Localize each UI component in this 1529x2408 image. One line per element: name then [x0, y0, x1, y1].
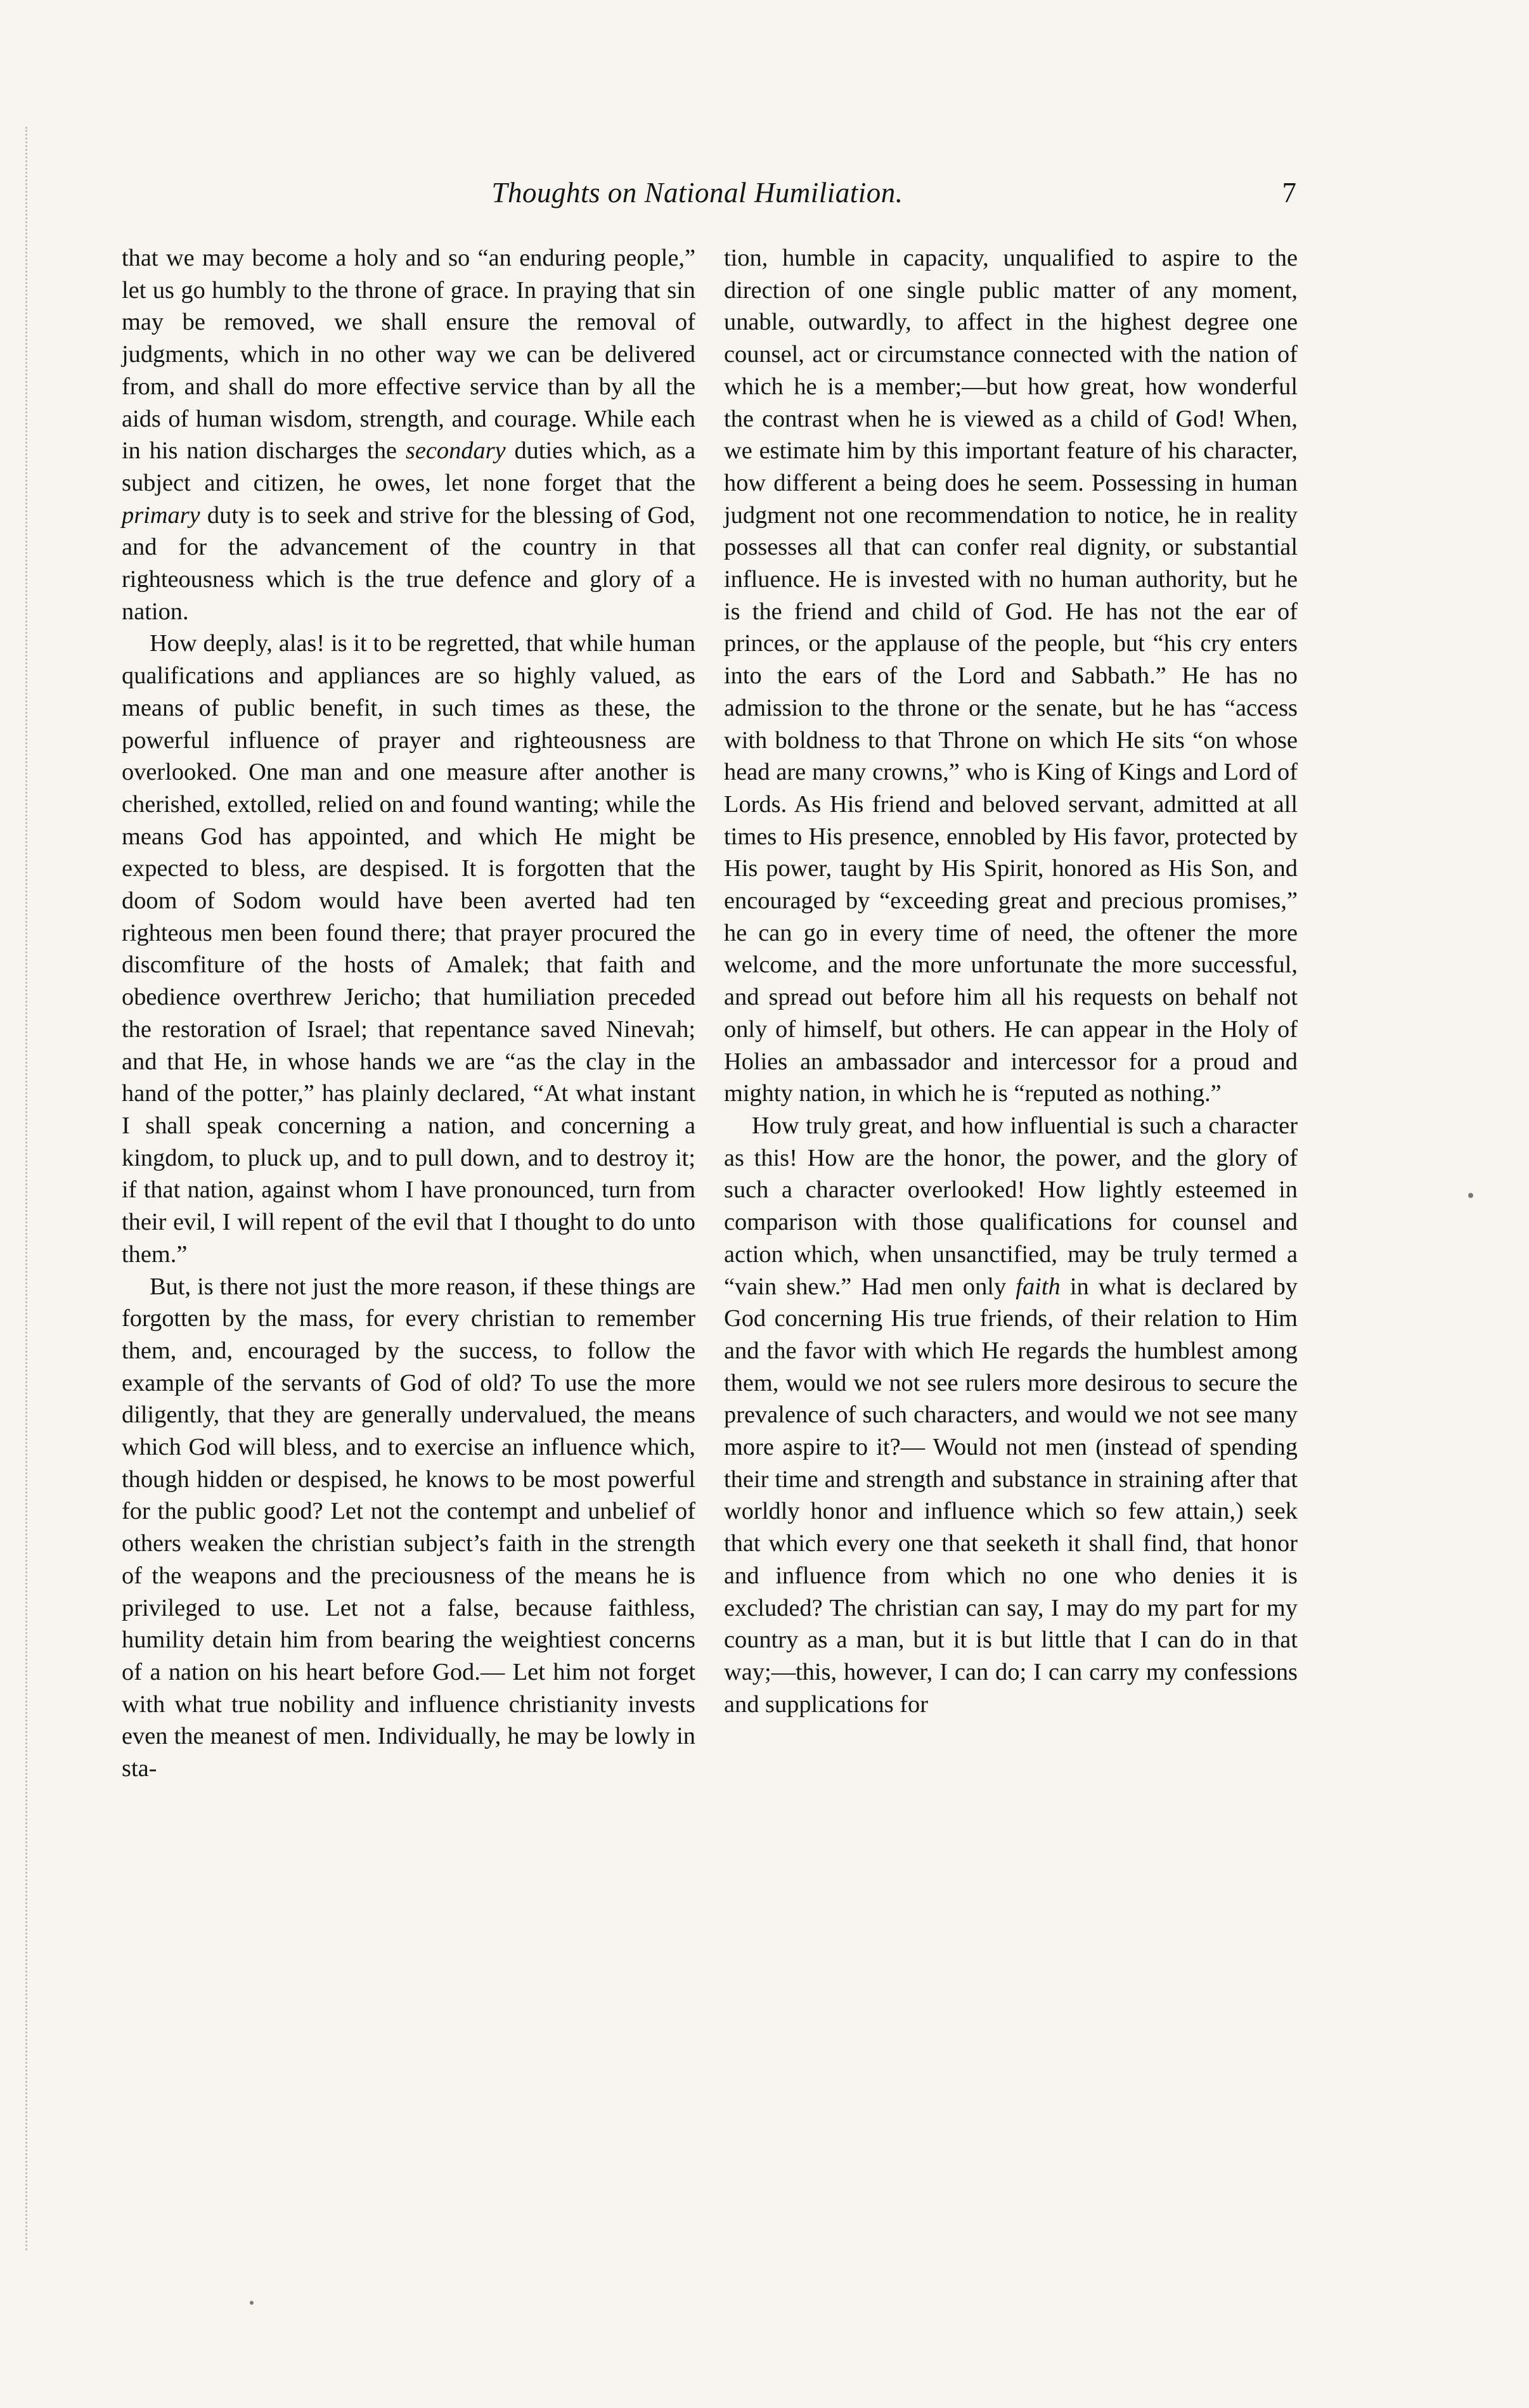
paragraph: But, is there not just the more reason, if these things are forgotten by the mass, for every christian to remember them, and, encouraged by the success, to follow the example of the servants of God of old? To use the more diligently, that they are generally undervalued, the means which God will bless, and to exercise an influence which, though hidden or despised, he knows to be most powerful for the public good? Let not the contempt and unbelief of others weaken the christian subject’s faith in the strength of the weapons and the preciousness of the means he is privileged to use. Let not a false, because faithless, humility detain him from bearing the weightiest concerns of a nation on his heart before God.— Let him not forget with what true nobility and influence christianity invests even the meanest of men. Individually, he may be lowly in sta- [122, 1273, 695, 1782]
paragraph: tion, humble in capacity, unqualified to aspire to the direction of one single public matter of any moment, unable, outwardly, to affect in the highest degree one counsel, act or circumstance connected with the nation of which he is a member;—but how great, how wonderful the contrast when he is viewed as a child of God! When, we estimate him by this important feature of his character, how different a being does he seem. Possessing in human judgment not one recommendation to notice, he in reality possesses all that can confer real dignity, or substantial influence. He is invested with no human authority, but he is the friend and child of God. He has not the ear of princes, or the applause of the people, but “his cry enters into the ears of the Lord and Sabbath.” He has no admission to the throne or the senate, but he has “access with boldness to that Throne on which He sits “on whose head are many crowns,” who is King of Kings and Lord of Lords. As His friend and beloved servant, admitted at all times to His presence, ennobled by His favor, protected by His power, taught by His Spirit, honored as His Son, and encouraged by “exceeding great and precious promises,” he can go in every time of need, the oftener the more welcome, and the more unfortunate the more successful, and spread out before him all his requests on behalf not only of himself, but others. He can appear in the Holy of Holies an ambassador and intercessor for a proud and mighty nation, in which he is “reputed as nothing.” [724, 245, 1298, 1107]
italic-text: secondary [405, 437, 506, 465]
paragraph [724, 1110, 1298, 1720]
page-edge-gutter [25, 127, 46, 2250]
running-title: Thoughts on National Humiliation. [491, 177, 903, 209]
page-number: 7 [1282, 177, 1296, 209]
paragraph [122, 242, 695, 628]
right-column [724, 242, 1298, 1720]
italic-text: faith [1016, 1273, 1061, 1300]
text-run: duties which, as a subject and citizen, he owes, let none forget that the [122, 437, 695, 496]
italic-text: primary [122, 501, 200, 529]
text-run: that we may become a holy and so “an enduring people,” let us go humbly to the throne of grace. In praying that sin may be removed, we shall ensure the removal of judgments, which in no other way we can be delivered from, and shall do more effective service than by all the aids of human wisdom, strength, and courage. While each in his nation discharges the [122, 245, 695, 465]
ink-speck [250, 2301, 254, 2305]
left-column [122, 242, 695, 1785]
text-run: How truly great, and how influential is such a character as this! How are the honor, the power, and the glory of such a character overlooked! How lightly esteemed in comparison with those qualifications for counsel and action which, when unsanctified, may be truly termed a “vain shew.” Had men only [724, 1112, 1298, 1300]
ink-speck [1468, 1193, 1473, 1198]
page-header [98, 176, 1296, 221]
text-run: in what is declared by God concerning His true friends, of their relation to Him and the favor with which He regards the humblest among them, would we not see rulers more desirous to secure the prevalence of such characters, and would we not see many more aspire to it?— Would not men (instead of spending their time and strength and substance in straining after that worldly honor and influence which so few attain,) seek that which every one that seeketh it shall find, that honor and influence from which no one who denies it is excluded? The christian can say, I may do my part for my country as a man, but it is but little that I can do in that way;—this, however, I can do; I can carry my confessions and supplications for [724, 1273, 1298, 1718]
text-run: duty is to seek and strive for the blessing of God, and for the advancement of the country in that righteousness which is the true defence and glory of a nation. [122, 501, 695, 625]
paragraph: How deeply, alas! is it to be regretted, that while human qualifications and appliances are so highly valued, as means of public benefit, in such times as these, the powerful influence of prayer and righteousness are overlooked. One man and one measure after another is cherished, extolled, relied on and found wanting; while the means God has appointed, and which He might be expected to bless, are despised. It is forgotten that the doom of Sodom would have been averted had ten righteous men been found there; that prayer procured the discomfiture of the hosts of Amalek; that faith and obedience overthrew Jericho; that humiliation preceded the restoration of Israel; that repentance saved Ninevah; and that He, in whose hands we are “as the clay in the hand of the potter,” has plainly declared, “At what instant I shall speak concerning a nation, and concerning a kingdom, to pluck up, and to pull down, and to destroy it; if that nation, against whom I have pronounced, turn from their evil, I will repent of the evil that I thought to do unto them.” [122, 630, 695, 1268]
